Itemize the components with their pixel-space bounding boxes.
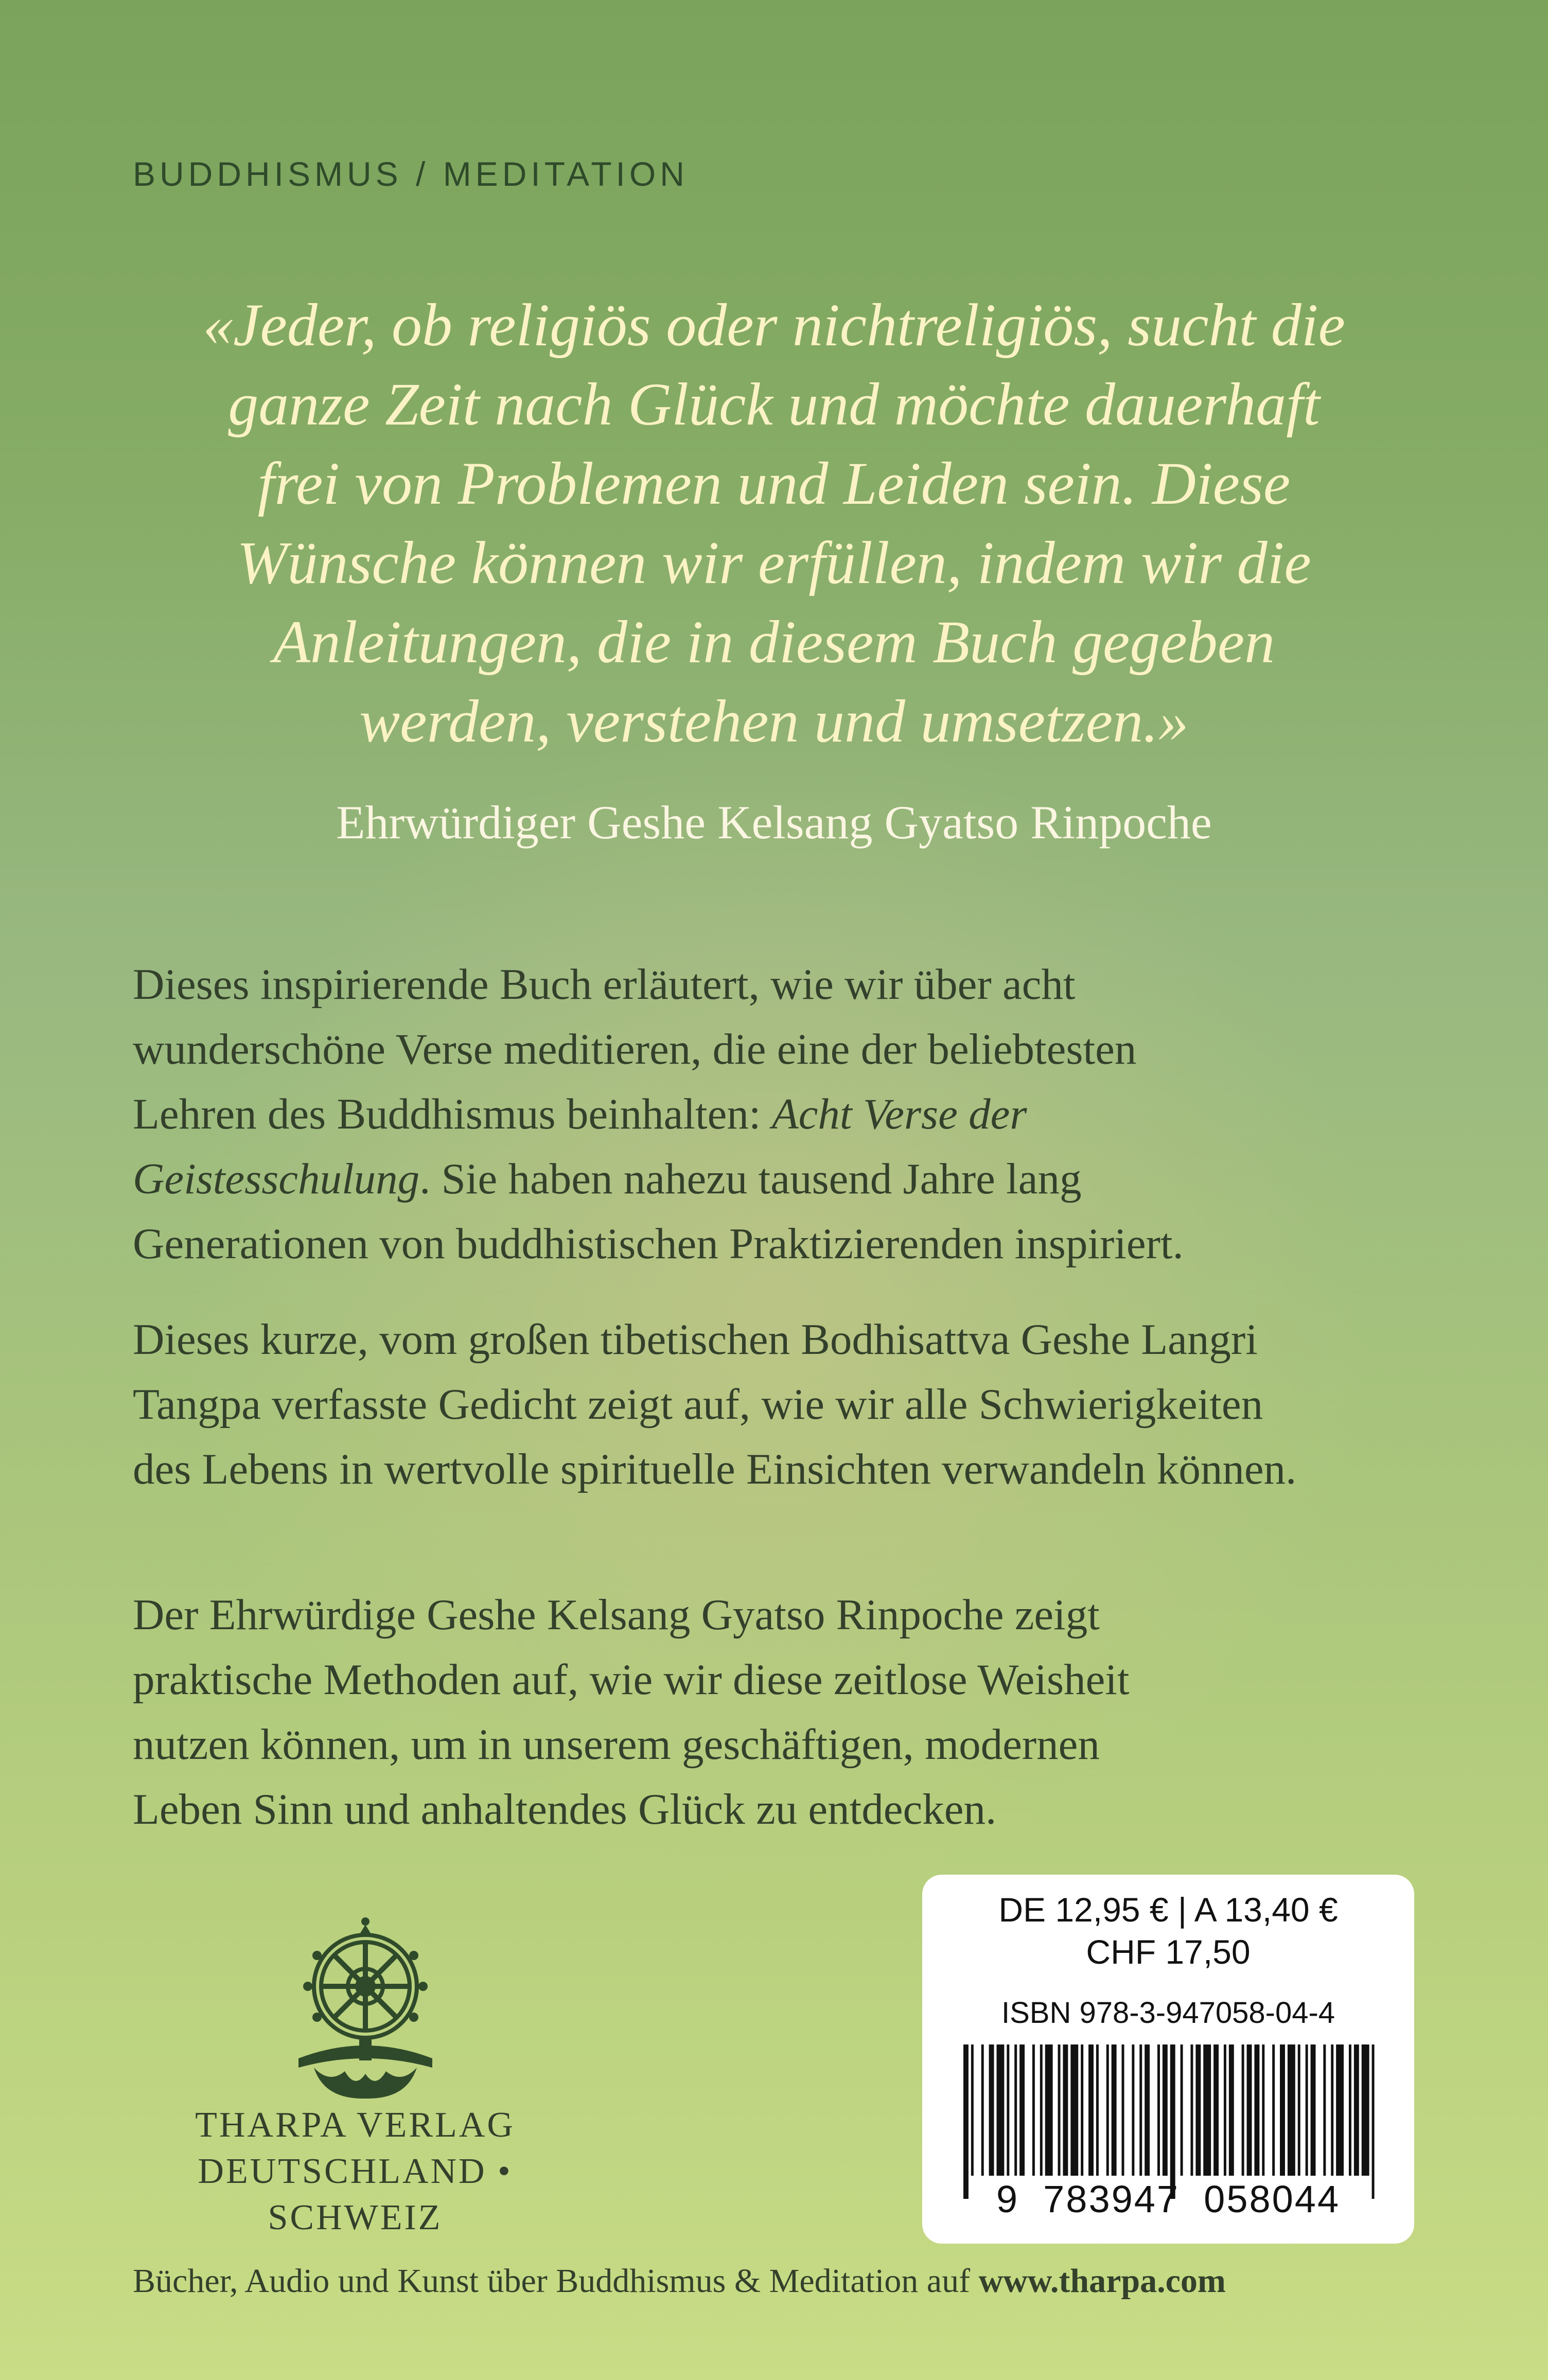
paragraph-line: Dieses inspirierende Buch erläutert, wie wir über acht <box>133 960 1076 1009</box>
barcode-bar <box>1262 2044 1264 2176</box>
barcode-bar <box>1045 2044 1053 2176</box>
dharma-wheel-icon <box>278 1904 453 2110</box>
publisher-line: DEUTSCHLAND • SCHWEIZ <box>198 2152 513 2237</box>
barcode-bar <box>1106 2044 1109 2176</box>
barcode-bar <box>1213 2044 1219 2176</box>
barcode-bar <box>1224 2044 1226 2176</box>
barcode-bar <box>1306 2044 1308 2176</box>
paragraph-text: . Sie haben nahezu tausend Jahre lang <box>419 1155 1082 1203</box>
barcode-bar <box>1088 2044 1094 2176</box>
barcode-bar <box>1163 2044 1168 2176</box>
barcode-bar <box>989 2044 994 2176</box>
barcode-bar <box>1242 2044 1244 2176</box>
price-line: DE 12,95 € | A 13,40 € <box>998 1891 1338 1929</box>
description-paragraph-2 <box>133 1307 1450 1502</box>
barcode-bar <box>1070 2044 1078 2176</box>
quote-line: Wünsche können wir erfüllen, indem wir die <box>237 529 1311 596</box>
paragraph-line: Der Ehrwürdige Geshe Kelsang Gyatso Rinpoche zeigt <box>133 1591 1100 1639</box>
barcode-bar <box>1372 2044 1375 2199</box>
barcode-bar <box>1181 2044 1183 2176</box>
publisher-name <box>118 2102 592 2241</box>
description-paragraph-1 <box>133 952 1450 1276</box>
quote-line: «Jeder, ob religiös oder nichtreligiös, sucht die <box>203 291 1345 359</box>
barcode-bar <box>1247 2044 1252 2176</box>
barcode-bar <box>1122 2044 1124 2176</box>
barcode-bar <box>1203 2044 1211 2176</box>
barcode-bar <box>1288 2044 1295 2176</box>
barcode-bar <box>1112 2044 1117 2176</box>
footer-url-link[interactable]: www.tharpa.com <box>978 2262 1226 2300</box>
barcode-bar <box>1190 2044 1193 2176</box>
paragraph-line: Generationen von buddhistischen Praktizierenden inspiriert. <box>133 1220 1184 1268</box>
category-label: BUDDHISMUS / MEDITATION <box>133 155 689 193</box>
price-line: CHF 17,50 <box>1086 1933 1251 1971</box>
barcode <box>963 2044 1375 2199</box>
barcode-bar <box>1019 2044 1025 2176</box>
paragraph-line: Dieses kurze, vom großen tibetischen Bodhisattva Geshe Langri <box>133 1315 1258 1364</box>
paragraph-line: Leben Sinn und anhaltendes Glück zu entdecken. <box>133 1785 997 1834</box>
barcode-bar <box>981 2044 984 2176</box>
barcode-bar <box>1331 2044 1333 2176</box>
paragraph-text: Lehren des Buddhismus beinhalten: <box>133 1090 772 1138</box>
footer-text <box>133 2262 1226 2301</box>
barcode-bar <box>1132 2044 1134 2176</box>
barcode-bar <box>1145 2044 1150 2176</box>
paragraph-line: wunderschöne Verse meditieren, die eine der beliebtesten <box>133 1025 1137 1073</box>
barcode-bar <box>1280 2044 1285 2176</box>
barcode-bar <box>963 2044 969 2199</box>
quote-line: ganze Zeit nach Glück und möchte dauerhaft <box>228 371 1320 438</box>
paragraph-line: des Lebens in wertvolle spirituelle Einsichten verwandeln können. <box>133 1445 1297 1493</box>
barcode-bar <box>1081 2044 1083 2176</box>
paragraph-line: Tangpa verfasste Gedicht zeigt auf, wie wir alle Schwierigkeiten <box>133 1380 1263 1429</box>
quote-block <box>113 286 1435 761</box>
barcode-bar <box>1096 2044 1099 2176</box>
barcode-digits: 9 783947 058044 <box>996 2178 1341 2220</box>
barcode-bar <box>1362 2044 1369 2176</box>
paragraph-line <box>133 1082 1450 1147</box>
barcode-bar <box>1058 2044 1061 2176</box>
barcode-bar <box>1014 2044 1017 2176</box>
book-title-italic: Geistesschulung <box>133 1155 420 1203</box>
barcode-bar <box>1032 2044 1035 2176</box>
description-paragraph-3 <box>133 1582 1450 1842</box>
barcode-bar <box>1007 2044 1009 2176</box>
barcode-bar <box>1040 2044 1043 2176</box>
publisher-line: THARPA VERLAG <box>195 2105 515 2145</box>
barcode-bar <box>1354 2044 1359 2176</box>
quote-line: frei von Problemen und Leiden sein. Diese <box>257 450 1291 517</box>
barcode-bar <box>1311 2044 1316 2176</box>
barcode-bar <box>1229 2044 1234 2176</box>
barcode-bar <box>1139 2044 1142 2176</box>
quote-attribution: Ehrwürdiger Geshe Kelsang Gyatso Rinpoche <box>336 796 1212 849</box>
quote-line: werden, verstehen und umsetzen.» <box>359 687 1189 755</box>
paragraph-line: nutzen können, um in unserem geschäftigen, modernen <box>133 1720 1100 1769</box>
barcode-bar <box>1272 2044 1275 2176</box>
book-title-italic: Acht Verse der <box>771 1090 1027 1138</box>
barcode-bar <box>1170 2044 1175 2199</box>
barcode-bar <box>1336 2044 1344 2176</box>
barcode-bar <box>1349 2044 1351 2176</box>
barcode-bar <box>1323 2044 1326 2176</box>
barcode-bar <box>1063 2044 1068 2176</box>
barcode-bar <box>996 2044 1004 2176</box>
price-barcode-box <box>922 1875 1414 2244</box>
barcode-bar <box>971 2044 974 2176</box>
barcode-bar <box>1157 2044 1160 2176</box>
barcode-bar <box>1254 2044 1259 2176</box>
footer-description: Bücher, Audio und Kunst über Buddhismus & Meditation auf <box>133 2262 979 2300</box>
barcode-bar <box>1298 2044 1300 2176</box>
paragraph-line <box>133 1147 1450 1211</box>
isbn-label: ISBN 978-3-947058-04-4 <box>1001 1996 1335 2030</box>
barcode-bar <box>1195 2044 1201 2176</box>
paragraph-line: praktische Methoden auf, wie wir diese zeitlose Weisheit <box>133 1655 1130 1704</box>
quote-line: Anleitungen, die in diesem Buch gegeben <box>273 608 1275 676</box>
